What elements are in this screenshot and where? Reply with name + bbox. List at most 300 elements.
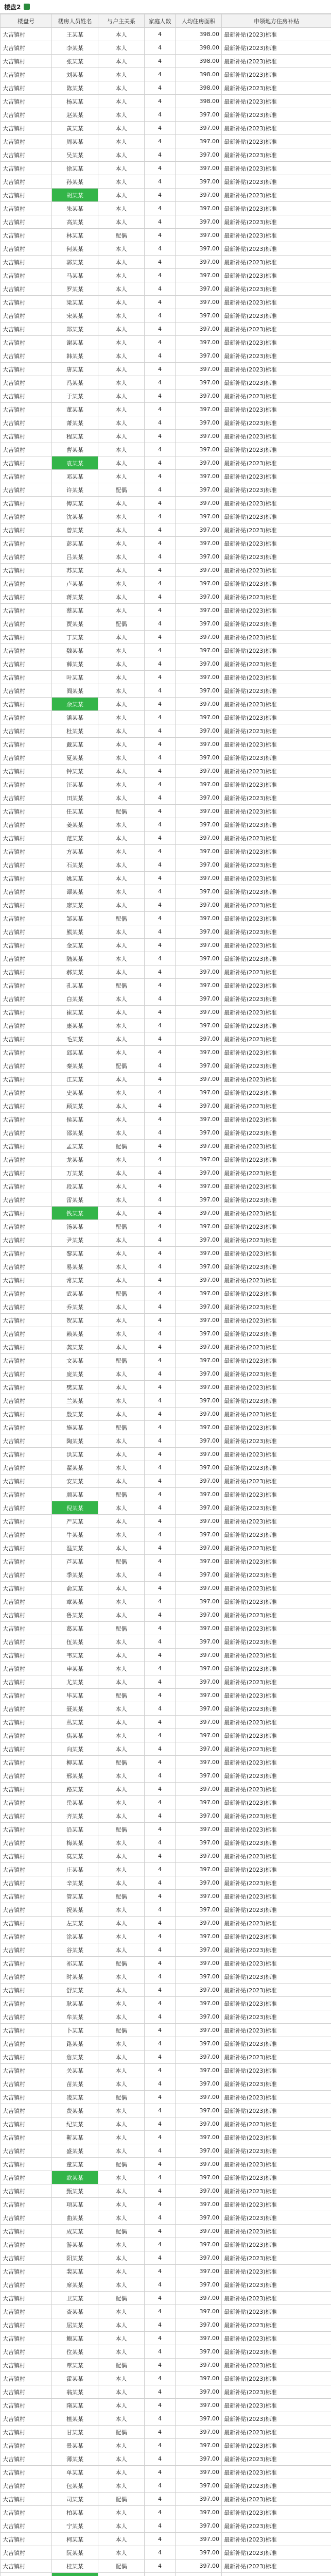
table-cell[interactable]: 4 <box>145 2493 176 2506</box>
table-cell[interactable]: 大吉镇村 <box>1 282 52 296</box>
table-cell[interactable]: 4 <box>145 872 176 885</box>
table-cell[interactable]: 尹某某 <box>52 1233 98 1247</box>
table-cell[interactable]: 最新补贴(2023)标准 <box>222 2560 331 2573</box>
table-cell[interactable]: 于某某 <box>52 389 98 403</box>
table-cell[interactable]: 大吉镇村 <box>1 1032 52 1046</box>
table-cell[interactable]: 4 <box>145 1528 176 1541</box>
table-cell[interactable]: 4 <box>145 2265 176 2278</box>
table-cell[interactable]: 397.00 <box>176 1541 222 1555</box>
table-cell[interactable]: 最新补贴(2023)标准 <box>222 135 331 148</box>
table-row[interactable] <box>1 1943 331 1957</box>
table-cell[interactable]: 最新补贴(2023)标准 <box>222 845 331 858</box>
table-row[interactable] <box>1 2292 331 2305</box>
table-cell[interactable]: 大吉镇村 <box>1 1970 52 1984</box>
table-cell[interactable]: 配偶 <box>98 2493 145 2506</box>
table-cell[interactable]: 最新补贴(2023)标准 <box>222 2010 331 2024</box>
table-cell[interactable]: 本人 <box>98 1649 145 1662</box>
table-cell[interactable]: 最新补贴(2023)标准 <box>222 1608 331 1622</box>
table-cell[interactable]: 董某某 <box>52 403 98 416</box>
table-cell[interactable]: 397.00 <box>176 751 222 765</box>
table-cell[interactable]: 4 <box>145 845 176 858</box>
table-cell[interactable]: 4 <box>145 242 176 256</box>
table-cell[interactable]: 沈某某 <box>52 510 98 523</box>
table-row[interactable] <box>1 1716 331 1729</box>
table-cell[interactable]: 最新补贴(2023)标准 <box>222 564 331 577</box>
table-cell[interactable]: 4 <box>145 1408 176 1421</box>
table-cell[interactable]: 大吉镇村 <box>1 2278 52 2292</box>
table-cell[interactable]: 大吉镇村 <box>1 979 52 992</box>
table-row[interactable] <box>1 2452 331 2466</box>
table-cell[interactable]: 397.00 <box>176 698 222 711</box>
table-cell[interactable]: 颜某某 <box>52 1488 98 1501</box>
table-cell[interactable]: 大吉镇村 <box>1 2158 52 2171</box>
table-cell[interactable]: 包某某 <box>52 2479 98 2493</box>
table-cell[interactable]: 397.00 <box>176 738 222 751</box>
table-cell[interactable]: 本人 <box>98 564 145 577</box>
table-row[interactable] <box>1 1903 331 1917</box>
table-cell[interactable]: 柯某某 <box>52 2533 98 2546</box>
table-cell[interactable]: 最新补贴(2023)标准 <box>222 711 331 724</box>
table-cell[interactable]: 本人 <box>98 1381 145 1394</box>
table-cell[interactable]: 大吉镇村 <box>1 443 52 456</box>
table-cell[interactable]: 大吉镇村 <box>1 845 52 858</box>
table-cell[interactable]: 4 <box>145 256 176 269</box>
table-cell[interactable]: 配偶 <box>98 1756 145 1769</box>
table-row[interactable] <box>1 2091 331 2104</box>
table-cell[interactable]: 纪某某 <box>52 2117 98 2131</box>
table-cell[interactable]: 最新补贴(2023)标准 <box>222 1930 331 1943</box>
table-cell[interactable]: 本人 <box>98 1595 145 1608</box>
table-cell[interactable]: 大吉镇村 <box>1 363 52 376</box>
table-cell[interactable]: 耿某某 <box>52 1997 98 2010</box>
table-row[interactable] <box>1 805 331 818</box>
table-row[interactable] <box>1 1274 331 1287</box>
table-cell[interactable]: 397.00 <box>176 2399 222 2412</box>
table-cell[interactable]: 4 <box>145 1742 176 1756</box>
table-row[interactable] <box>1 2466 331 2479</box>
table-cell[interactable]: 洪某某 <box>52 1448 98 1461</box>
table-cell[interactable]: 397.00 <box>176 684 222 698</box>
table-cell[interactable]: 配偶 <box>98 2560 145 2573</box>
table-cell[interactable]: 397.00 <box>176 269 222 282</box>
table-cell[interactable]: 本人 <box>98 376 145 389</box>
table-cell[interactable]: 配偶 <box>98 1059 145 1073</box>
table-cell[interactable]: 最新补贴(2023)标准 <box>222 1836 331 1850</box>
table-cell[interactable]: 霍某某 <box>52 2372 98 2385</box>
table-cell[interactable] <box>222 2573 331 2576</box>
table-cell[interactable]: 4 <box>145 885 176 899</box>
table-cell[interactable]: 4 <box>145 2171 176 2184</box>
table-cell[interactable]: 4 <box>145 189 176 202</box>
table-cell[interactable]: 397.00 <box>176 1970 222 1984</box>
table-cell[interactable]: 翁某某 <box>52 2385 98 2399</box>
table-cell[interactable]: 最新补贴(2023)标准 <box>222 1099 331 1113</box>
table-cell[interactable]: 大吉镇村 <box>1 671 52 684</box>
table-cell[interactable]: 最新补贴(2023)标准 <box>222 1126 331 1140</box>
table-cell[interactable]: 4 <box>145 1689 176 1702</box>
table-cell[interactable]: 397.00 <box>176 1796 222 1809</box>
table-cell[interactable]: 景某某 <box>52 2439 98 2452</box>
table-cell[interactable]: 蔡某某 <box>52 604 98 617</box>
table-cell[interactable]: 大吉镇村 <box>1 631 52 644</box>
table-cell[interactable]: 最新补贴(2023)标准 <box>222 1528 331 1541</box>
table-cell[interactable]: 398.00 <box>176 95 222 108</box>
table-cell[interactable]: 裴某某 <box>52 2265 98 2278</box>
table-cell[interactable]: 4 <box>145 483 176 497</box>
table-cell[interactable]: 397.00 <box>176 1850 222 1863</box>
table-cell[interactable]: 侯某某 <box>52 1113 98 1126</box>
table-cell[interactable]: 大吉镇村 <box>1 1809 52 1823</box>
table-cell[interactable]: 最新补贴(2023)标准 <box>222 1354 331 1367</box>
table-cell[interactable]: 最新补贴(2023)标准 <box>222 389 331 403</box>
table-cell[interactable]: 最新补贴(2023)标准 <box>222 2546 331 2560</box>
table-cell[interactable]: 大吉镇村 <box>1 55 52 68</box>
table-cell[interactable]: 397.00 <box>176 2412 222 2426</box>
table-cell[interactable]: 本人 <box>98 1863 145 1876</box>
table-row[interactable] <box>1 992 331 1006</box>
table-cell[interactable]: 最新补贴(2023)标准 <box>222 979 331 992</box>
table-cell[interactable]: 最新补贴(2023)标准 <box>222 1582 331 1595</box>
table-cell[interactable]: 397.00 <box>176 1032 222 1046</box>
table-cell[interactable]: 397.00 <box>176 1207 222 1220</box>
table-cell[interactable]: 大吉镇村 <box>1 1957 52 1970</box>
table-cell[interactable]: 本人 <box>98 2010 145 2024</box>
table-row[interactable] <box>1 282 331 296</box>
table-cell[interactable]: 本人 <box>98 2104 145 2117</box>
table-cell[interactable]: 397.00 <box>176 363 222 376</box>
table-cell[interactable]: 4 <box>145 2533 176 2546</box>
table-cell[interactable]: 最新补贴(2023)标准 <box>222 992 331 1006</box>
table-cell[interactable]: 牛某某 <box>52 1528 98 1541</box>
table-cell[interactable]: 尤某某 <box>52 1675 98 1689</box>
table-cell[interactable]: 本人 <box>98 939 145 952</box>
table-row[interactable] <box>1 1970 331 1984</box>
table-cell[interactable]: 单某某 <box>52 2466 98 2479</box>
table-cell[interactable]: 武某某 <box>52 1287 98 1300</box>
table-cell[interactable]: 397.00 <box>176 1341 222 1354</box>
table-cell[interactable]: 最新补贴(2023)标准 <box>222 1903 331 1917</box>
table-cell[interactable]: 本人 <box>98 1716 145 1729</box>
table-cell[interactable]: 最新补贴(2023)标准 <box>222 1220 331 1233</box>
table-cell[interactable]: 严某某 <box>52 1515 98 1528</box>
table-cell[interactable]: 丛某某 <box>52 1716 98 1729</box>
table-cell[interactable]: 大吉镇村 <box>1 1327 52 1341</box>
table-row[interactable] <box>1 1984 331 1997</box>
table-row[interactable] <box>1 1220 331 1233</box>
table-cell[interactable]: 最新补贴(2023)标准 <box>222 1488 331 1501</box>
table-cell[interactable]: 本人 <box>98 41 145 55</box>
table-cell[interactable]: 最新补贴(2023)标准 <box>222 1287 331 1300</box>
table-cell[interactable]: 赖某某 <box>52 1327 98 1341</box>
table-cell[interactable]: 章某某 <box>52 1595 98 1608</box>
table-cell[interactable]: 最新补贴(2023)标准 <box>222 510 331 523</box>
table-cell[interactable]: 配偶 <box>98 1689 145 1702</box>
table-cell[interactable]: 大吉镇村 <box>1 1742 52 1756</box>
table-cell[interactable]: 4 <box>145 1984 176 1997</box>
table-cell[interactable]: 本人 <box>98 1274 145 1287</box>
table-cell[interactable]: 4 <box>145 1113 176 1126</box>
table-cell[interactable]: 本人 <box>98 724 145 738</box>
table-cell[interactable]: 397.00 <box>176 1287 222 1300</box>
table-cell[interactable]: 本人 <box>98 1434 145 1448</box>
table-cell[interactable]: 397.00 <box>176 2024 222 2037</box>
table-row[interactable] <box>1 2037 331 2050</box>
table-cell[interactable]: 江某某 <box>52 1073 98 1086</box>
table-cell[interactable]: 黎某某 <box>52 1247 98 1260</box>
table-cell[interactable]: 397.00 <box>176 296 222 309</box>
table-cell[interactable]: 最新补贴(2023)标准 <box>222 2479 331 2493</box>
table-cell[interactable]: 397.00 <box>176 2225 222 2238</box>
table-cell[interactable]: 阮某某 <box>52 2546 98 2560</box>
table-cell[interactable]: 最新补贴(2023)标准 <box>222 2144 331 2158</box>
table-cell[interactable]: 吕某某 <box>52 550 98 564</box>
table-cell[interactable]: 大吉镇村 <box>1 430 52 443</box>
table-cell[interactable]: 4 <box>145 805 176 818</box>
table-cell[interactable]: 最新补贴(2023)标准 <box>222 1367 331 1381</box>
table-cell[interactable]: 植某某 <box>52 2412 98 2426</box>
table-cell[interactable]: 最新补贴(2023)标准 <box>222 2452 331 2466</box>
table-row[interactable] <box>1 631 331 644</box>
table-row[interactable] <box>1 791 331 805</box>
table-cell[interactable]: 397.00 <box>176 2077 222 2091</box>
table-cell[interactable]: 最新补贴(2023)标准 <box>222 1260 331 1274</box>
table-cell[interactable]: 本人 <box>98 497 145 510</box>
table-row[interactable] <box>1 175 331 189</box>
table-cell[interactable]: 最新补贴(2023)标准 <box>222 1421 331 1434</box>
table-cell[interactable]: 本人 <box>98 1394 145 1408</box>
table-row[interactable] <box>1 1836 331 1850</box>
table-cell[interactable]: 本人 <box>98 2211 145 2225</box>
table-cell[interactable]: 牟某某 <box>52 2010 98 2024</box>
table-cell[interactable]: 何某某 <box>52 242 98 256</box>
table-cell[interactable]: 4 <box>145 202 176 215</box>
table-cell[interactable]: 最新补贴(2023)标准 <box>222 1943 331 1957</box>
table-cell[interactable]: 大吉镇村 <box>1 2104 52 2117</box>
table-cell[interactable]: 本人 <box>98 1662 145 1675</box>
table-cell[interactable]: 乔某某 <box>52 1300 98 1314</box>
table-cell[interactable]: 大吉镇村 <box>1 1528 52 1541</box>
table-cell[interactable]: 最新补贴(2023)标准 <box>222 2117 331 2131</box>
table-cell[interactable]: 本人 <box>98 858 145 872</box>
table-row[interactable] <box>1 470 331 483</box>
table-row[interactable] <box>1 443 331 456</box>
table-cell[interactable]: 397.00 <box>176 1555 222 1568</box>
table-row[interactable] <box>1 1099 331 1113</box>
table-cell[interactable]: 4 <box>145 470 176 483</box>
table-row[interactable] <box>1 818 331 832</box>
table-cell[interactable]: 本人 <box>98 537 145 550</box>
table-row[interactable] <box>1 1528 331 1541</box>
table-row[interactable] <box>1 2024 331 2037</box>
table-cell[interactable]: 397.00 <box>176 2426 222 2439</box>
table-cell[interactable]: 397.00 <box>176 2144 222 2158</box>
table-cell[interactable]: 丁某某 <box>52 631 98 644</box>
table-cell[interactable]: 本人 <box>98 2506 145 2519</box>
table-cell[interactable]: 4 <box>145 1622 176 1635</box>
table-cell[interactable]: 本人 <box>98 1836 145 1850</box>
table-cell[interactable]: 大吉镇村 <box>1 1099 52 1113</box>
table-cell[interactable]: 温某某 <box>52 1541 98 1555</box>
table-cell[interactable]: 397.00 <box>176 1783 222 1796</box>
table-row[interactable] <box>1 1260 331 1274</box>
table-row[interactable] <box>1 2251 331 2265</box>
table-row[interactable] <box>1 1408 331 1421</box>
table-cell[interactable]: 4 <box>145 430 176 443</box>
table-cell[interactable]: 姚某某 <box>52 872 98 885</box>
table-cell[interactable]: 4 <box>145 1327 176 1341</box>
table-cell[interactable]: 4 <box>145 925 176 939</box>
table-cell[interactable]: 欧某某 <box>52 2171 98 2184</box>
table-cell[interactable]: 最新补贴(2023)标准 <box>222 2037 331 2050</box>
table-cell[interactable]: 配偶 <box>98 912 145 925</box>
table-cell[interactable]: 4 <box>145 992 176 1006</box>
table-cell[interactable]: 397.00 <box>176 590 222 604</box>
table-cell[interactable]: 涂某某 <box>52 1930 98 1943</box>
table-cell[interactable]: 配偶 <box>98 805 145 818</box>
table-cell[interactable]: 397.00 <box>176 992 222 1006</box>
table-cell[interactable]: 本人 <box>98 952 145 965</box>
table-cell[interactable]: 本人 <box>98 1448 145 1461</box>
table-cell[interactable]: 钟某某 <box>52 765 98 778</box>
table-cell[interactable]: 397.00 <box>176 1059 222 1073</box>
table-cell[interactable]: 397.00 <box>176 604 222 617</box>
table-cell[interactable]: 397.00 <box>176 1515 222 1528</box>
table-row[interactable] <box>1 1809 331 1823</box>
table-cell[interactable]: 397.00 <box>176 470 222 483</box>
table-cell[interactable]: 最新补贴(2023)标准 <box>222 2104 331 2117</box>
table-row[interactable] <box>1 1233 331 1247</box>
table-cell[interactable]: 4 <box>145 2024 176 2037</box>
table-cell[interactable]: 本人 <box>98 256 145 269</box>
table-cell[interactable]: 397.00 <box>176 1930 222 1943</box>
table-cell[interactable]: 4 <box>145 1354 176 1367</box>
table-cell[interactable]: 叶某某 <box>52 671 98 684</box>
table-row[interactable] <box>1 1086 331 1099</box>
table-cell[interactable]: 最新补贴(2023)标准 <box>222 1180 331 1193</box>
table-cell[interactable]: 最新补贴(2023)标准 <box>222 1113 331 1126</box>
table-cell[interactable]: 钱某某 <box>52 1207 98 1220</box>
table-cell[interactable]: 最新补贴(2023)标准 <box>222 1233 331 1247</box>
table-row[interactable] <box>1 2546 331 2560</box>
table-cell[interactable]: 本人 <box>98 644 145 657</box>
table-cell[interactable]: 4 <box>145 1300 176 1314</box>
table-cell[interactable]: 郝某某 <box>52 965 98 979</box>
table-cell[interactable]: 最新补贴(2023)标准 <box>222 2399 331 2412</box>
table-cell[interactable]: 最新补贴(2023)标准 <box>222 2292 331 2305</box>
table-cell[interactable]: 4 <box>145 912 176 925</box>
table-cell[interactable]: 397.00 <box>176 2238 222 2251</box>
table-row[interactable] <box>1 1796 331 1809</box>
table-cell[interactable]: 最新补贴(2023)标准 <box>222 1970 331 1984</box>
table-cell[interactable]: 4 <box>145 537 176 550</box>
table-cell[interactable]: 4 <box>145 858 176 872</box>
table-cell[interactable]: 本人 <box>98 1809 145 1823</box>
table-cell[interactable]: 4 <box>145 657 176 671</box>
table-cell[interactable]: 本人 <box>98 1930 145 1943</box>
table-cell[interactable]: 本人 <box>98 1126 145 1140</box>
table-cell[interactable]: 4 <box>145 952 176 965</box>
table-cell[interactable]: 最新补贴(2023)标准 <box>222 2050 331 2064</box>
table-cell[interactable]: 4 <box>145 349 176 363</box>
table-cell[interactable]: 397.00 <box>176 1890 222 1903</box>
table-cell[interactable]: 本人 <box>98 1327 145 1341</box>
table-cell[interactable]: 最新补贴(2023)标准 <box>222 2493 331 2506</box>
table-cell[interactable]: 甄某某 <box>52 2184 98 2198</box>
table-cell[interactable]: 4 <box>145 2010 176 2024</box>
table-cell[interactable]: 本人 <box>98 1193 145 1207</box>
table-cell[interactable]: 398.00 <box>176 68 222 81</box>
table-cell[interactable]: 配偶 <box>98 1957 145 1970</box>
table-cell[interactable]: 4 <box>145 1756 176 1769</box>
table-cell[interactable]: 大吉镇村 <box>1 1153 52 1166</box>
table-cell[interactable]: 本人 <box>98 81 145 95</box>
table-cell[interactable]: 大吉镇村 <box>1 1166 52 1180</box>
column-header[interactable]: 楼房人员姓名 <box>52 14 98 28</box>
table-cell[interactable]: 397.00 <box>176 2452 222 2466</box>
table-cell[interactable]: 4 <box>145 1220 176 1233</box>
table-cell[interactable]: 397.00 <box>176 1984 222 1997</box>
table-cell[interactable]: 4 <box>145 416 176 430</box>
table-cell[interactable]: 397.00 <box>176 805 222 818</box>
table-cell[interactable]: 397.00 <box>176 1126 222 1140</box>
table-cell[interactable]: 关某某 <box>52 2064 98 2077</box>
table-cell[interactable]: 4 <box>145 2131 176 2144</box>
table-cell[interactable]: 397.00 <box>176 2117 222 2131</box>
table-cell[interactable]: 大吉镇村 <box>1 2091 52 2104</box>
table-cell[interactable]: 大吉镇村 <box>1 41 52 55</box>
table-cell[interactable]: 4 <box>145 2184 176 2198</box>
table-cell[interactable]: 最新补贴(2023)标准 <box>222 349 331 363</box>
table-row[interactable] <box>1 2332 331 2345</box>
table-cell[interactable]: 大吉镇村 <box>1 1086 52 1099</box>
table-cell[interactable]: 本人 <box>98 845 145 858</box>
table-cell[interactable]: 大吉镇村 <box>1 1073 52 1086</box>
table-cell[interactable]: 郑某某 <box>52 323 98 336</box>
table-cell[interactable]: 聂某某 <box>52 1702 98 1716</box>
table-cell[interactable]: 最新补贴(2023)标准 <box>222 2385 331 2399</box>
table-cell[interactable]: 4 <box>145 2278 176 2292</box>
table-cell[interactable]: 4 <box>145 269 176 282</box>
table-cell[interactable] <box>52 2573 98 2576</box>
table-cell[interactable]: 配偶 <box>98 2091 145 2104</box>
table-cell[interactable]: 最新补贴(2023)标准 <box>222 1568 331 1582</box>
table-cell[interactable]: 本人 <box>98 1903 145 1917</box>
table-row[interactable] <box>1 1207 331 1220</box>
table-cell[interactable]: 本人 <box>98 1260 145 1274</box>
table-row[interactable] <box>1 2399 331 2412</box>
table-cell[interactable]: 大吉镇村 <box>1 403 52 416</box>
table-row[interactable] <box>1 845 331 858</box>
table-cell[interactable]: 最新补贴(2023)标准 <box>222 1997 331 2010</box>
table-cell[interactable]: 4 <box>145 1287 176 1300</box>
table-cell[interactable]: 安某某 <box>52 1475 98 1488</box>
table-cell[interactable]: 最新补贴(2023)标准 <box>222 95 331 108</box>
table-cell[interactable]: 大吉镇村 <box>1 1488 52 1501</box>
table-row[interactable] <box>1 724 331 738</box>
table-cell[interactable]: 大吉镇村 <box>1 537 52 550</box>
table-cell[interactable]: 397.00 <box>176 349 222 363</box>
table-cell[interactable]: 本人 <box>98 832 145 845</box>
table-row[interactable] <box>1 671 331 684</box>
table-cell[interactable]: 大吉镇村 <box>1 229 52 242</box>
table-cell[interactable]: 大吉镇村 <box>1 1126 52 1140</box>
table-cell[interactable]: 本人 <box>98 965 145 979</box>
table-cell[interactable]: 最新补贴(2023)标准 <box>222 1917 331 1930</box>
table-cell[interactable]: 大吉镇村 <box>1 1341 52 1354</box>
table-cell[interactable]: 397.00 <box>176 1903 222 1917</box>
table-cell[interactable]: 最新补贴(2023)标准 <box>222 202 331 215</box>
table-cell[interactable]: 4 <box>145 1970 176 1984</box>
